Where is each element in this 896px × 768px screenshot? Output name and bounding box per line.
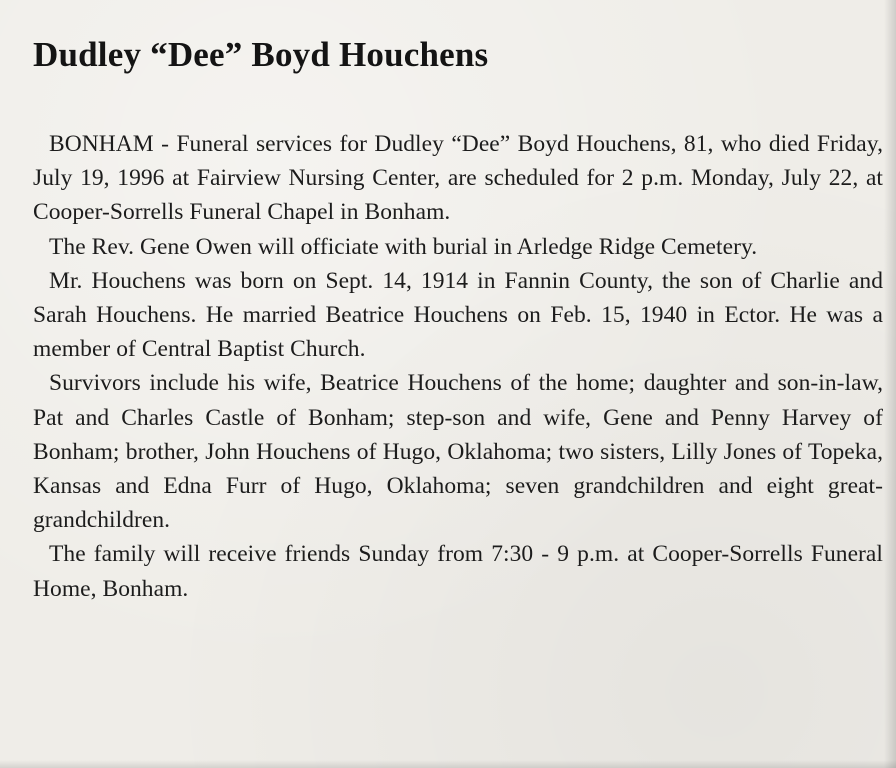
clipping-edge-shadow-bottom <box>0 760 896 768</box>
paragraph-funeral-services: BONHAM - Funeral services for Dudley “Dee” Boyd Houchens, 81, who died Friday, July 19, 1996 at Fairview Nursing Center, are scheduled for 2 p.m. Monday, July 22, at Cooper-Sorrells Funeral Chapel in Bonham. <box>33 131 883 226</box>
obituary-body <box>33 127 883 606</box>
paragraph-officiant: The Rev. Gene Owen will officiate with burial in Arledge Ridge Cemetery. <box>49 233 758 260</box>
paragraph-visitation: The family will receive friends Sunday from 7:30 - 9 p.m. at Cooper-Sorrells Funeral Home, Bonham. <box>33 541 883 602</box>
obituary-headline: Dudley “Dee” Boyd Houchens <box>33 35 489 74</box>
clipping-edge-shadow-right <box>884 0 896 768</box>
paragraph-biography: Mr. Houchens was born on Sept. 14, 1914 in Fannin County, the son of Charlie and Sarah Houchens. He married Beatrice Houchens on Feb. 15, 1940 in Ector. He was a member of Central Baptist Church. <box>33 267 883 363</box>
paragraph-survivors: Survivors include his wife, Beatrice Houchens of the home; daughter and son-in-law, Pat and Charles Castle of Bonham; step-son and wife, Gene and Penny Harvey of Bonham; brother, John Houchens of Hugo, Oklahoma; two sisters, Lilly Jones of Topeka, Kansas and Edna Furr of Hugo, Oklahoma; seven grandchildren and eight great-grandchildren. <box>33 370 883 534</box>
